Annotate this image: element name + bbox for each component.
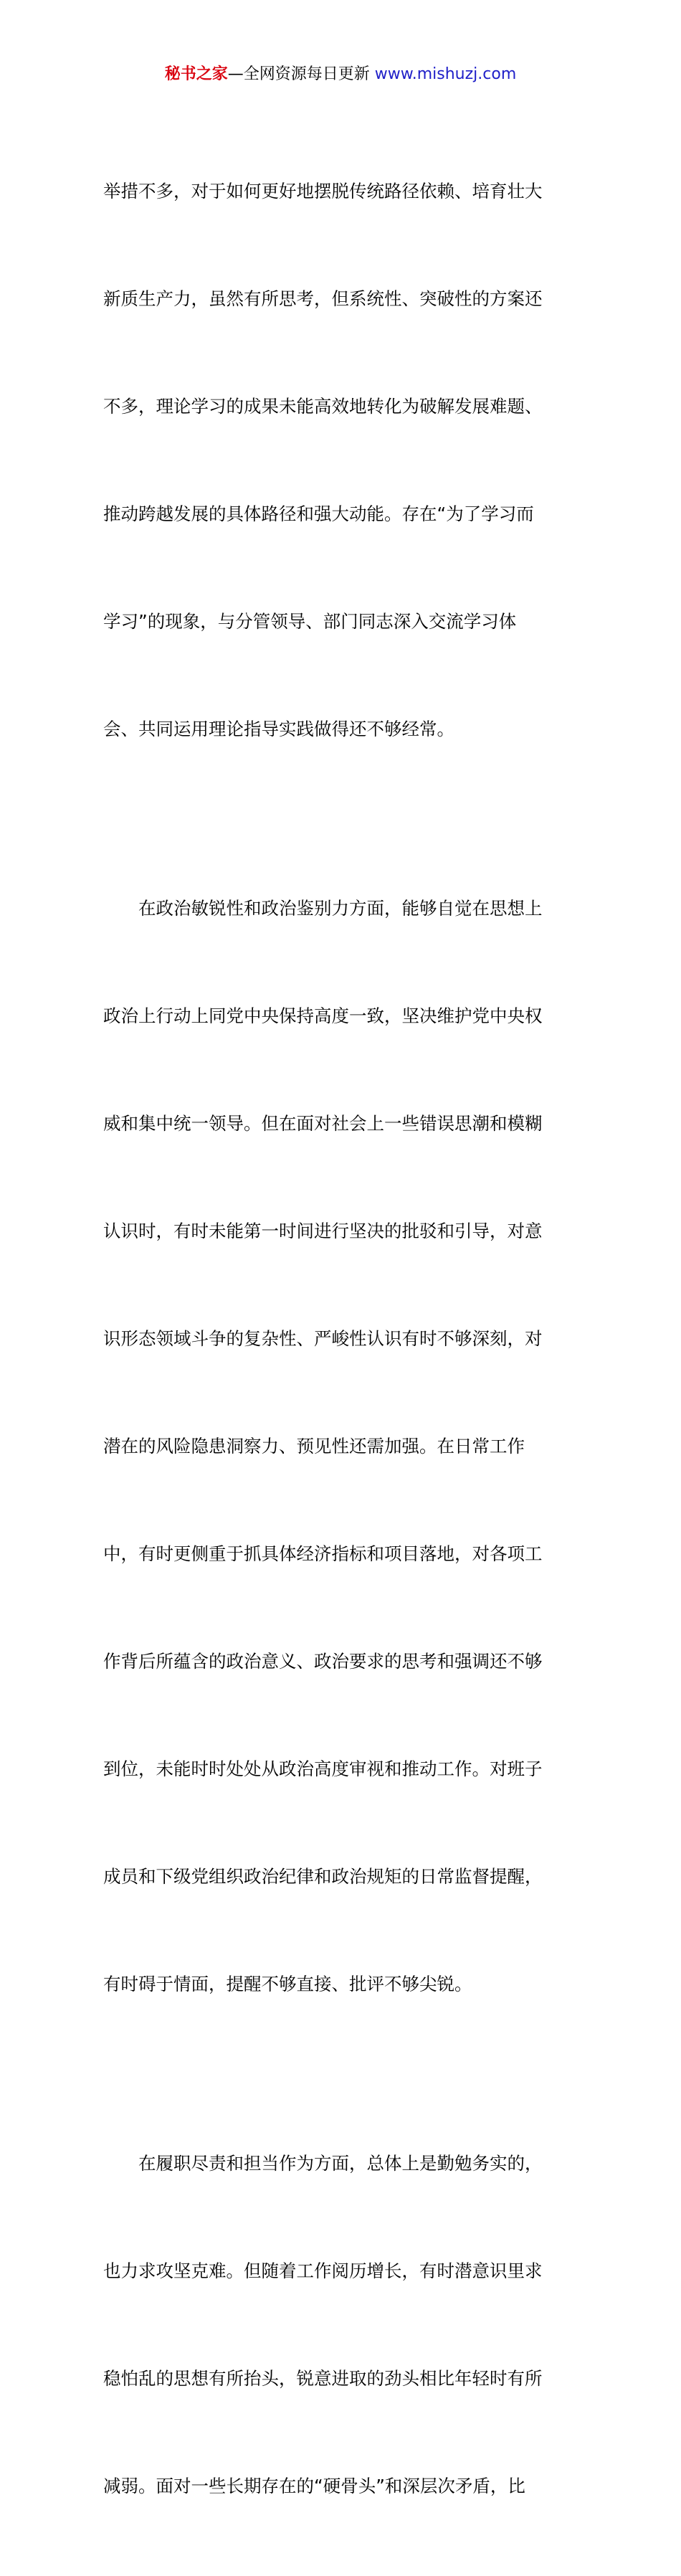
paragraph	[103, 819, 579, 2074]
text-line: 政治上行动上同党中央保持高度一致，坚决维护党中央权	[103, 1005, 543, 1026]
paragraph	[103, 2074, 579, 2576]
text-line: 认识时，有时未能第一时间进行坚决的批驳和引导，对意	[103, 1221, 543, 1241]
text-line: 不多，理论学习的成果未能高效地转化为破解发展难题、	[103, 396, 543, 417]
text-line: 到位，未能时时处处从政治高度审视和推动工作。对班子	[103, 1758, 543, 1779]
page-header	[0, 63, 681, 86]
text-line: 也力求攻坚克难。但随着工作阅历增长，有时潜意识里求	[103, 2260, 543, 2281]
text-line: 中，有时更侧重于抓具体经济指标和项目落地，对各项工	[103, 1543, 543, 1564]
text-line: 在政治敏锐性和政治鉴别力方面，能够自觉在思想上	[103, 898, 543, 919]
brand-name: 秘书之家	[164, 65, 228, 83]
text-line: 潜在的风险隐患洞察力、预见性还需加强。在日常工作	[103, 1436, 525, 1457]
header-tagline: —全网资源每日更新	[227, 65, 375, 83]
text-line: 新质生产力，虽然有所思考，但系统性、突破性的方案还	[103, 288, 543, 309]
paragraph	[103, 102, 579, 819]
text-line: 学习”的现象，与分管领导、部门同志深入交流学习体	[103, 611, 517, 632]
text-line: 举措不多，对于如何更好地摆脱传统路径依赖、培育壮大	[103, 181, 543, 202]
document-body	[103, 102, 579, 2576]
text-line: 成员和下级党组织政治纪律和政治规矩的日常监督提醒，	[103, 1866, 543, 1887]
text-line: 会、共同运用理论指导实践做得还不够经常。	[103, 719, 454, 739]
text-line: 识形态领域斗争的复杂性、严峻性认识有时不够深刻，对	[103, 1328, 543, 1349]
text-line: 推动跨越发展的具体路径和强大动能。存在“为了学习而	[103, 503, 534, 524]
text-line: 作背后所蕴含的政治意义、政治要求的思考和强调还不够	[103, 1651, 543, 1672]
text-line: 在履职尽责和担当作为方面，总体上是勤勉务实的，	[103, 2153, 543, 2174]
text-line: 稳怕乱的思想有所抬头，锐意进取的劲头相比年轻时有所	[103, 2368, 543, 2389]
text-line: 减弱。面对一些长期存在的“硬骨头”和深层次矛盾，比	[103, 2476, 525, 2496]
text-line: 威和集中统一领导。但在面对社会上一些错误思潮和模糊	[103, 1113, 543, 1134]
site-url[interactable]: www.mishuzj.com	[374, 65, 517, 83]
text-line: 有时碍于情面，提醒不够直接、批评不够尖锐。	[103, 1974, 472, 1994]
